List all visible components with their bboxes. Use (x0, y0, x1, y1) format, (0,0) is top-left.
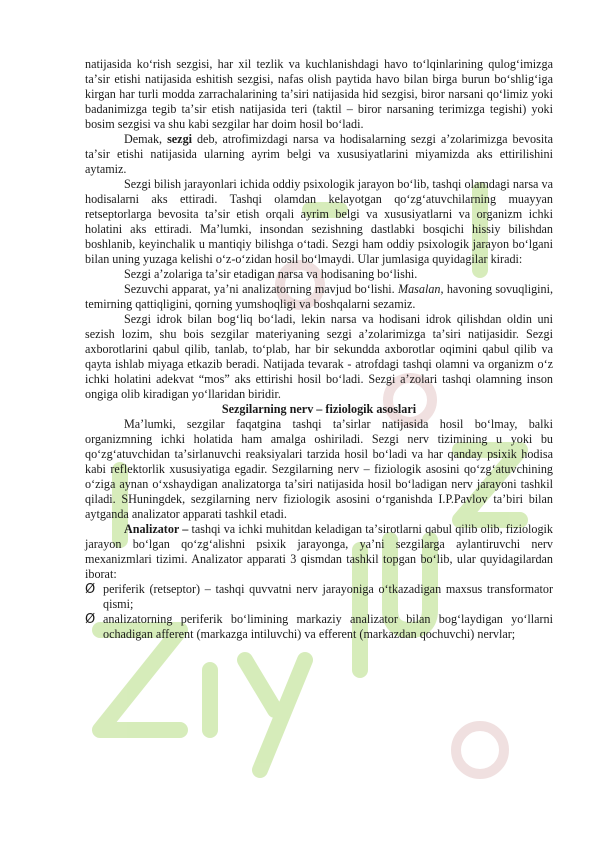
arrow-bullet-icon: Ø (85, 612, 96, 627)
term-sezgi: sezgi (167, 132, 193, 146)
page-body (85, 57, 553, 642)
paragraph-5: Sezuvchi apparat, yaʼni analizatorning mavjud boʻlishi. Masalan, havoning sovuqligini, temirning qattiqligini, qorning yumshoqligi va boshqalarni sezamiz. (85, 282, 553, 311)
list-item: Ø analizatorning periferik boʻlimining markaziy analizator bilan bogʻlaydigan yoʻllarni ochadigan afferent (markazga intiluvchi) va efferent (markazdan qochuvchi) nervlar; (85, 612, 553, 641)
arrow-bullet-icon: Ø (85, 582, 96, 597)
section-heading: Sezgilarning nerv – fiziologik asoslari (221, 402, 417, 416)
term-analizator: Analizator – (124, 522, 189, 536)
paragraph-6: Sezgi idrok bilan bogʻliq boʻladi, lekin narsa va hodisani idrok qilishdan oldin uni sezish lozim, shu bois sezgilar materiyaning sezgi aʼzolarimizga taʼsiri natijasidir. Sezgi axborotlarini qabul qilib, tanlab, toʻplab, har bir sekundda axborotlar oqimini qabul qilib va qayta ishlab miyaga etkazib beradi. Natijada tevarak - atrofdagi tashqi olamni va organizm oʻz ichki holatini adekvat “mos” aks ettirishi hosil boʻladi. Sezgi aʼzolari tashqi olamning inson ongiga olib kiradigan yoʻllaridan biridir. (85, 312, 553, 401)
watermark-text: Ziyouz.com (60, 70, 65, 71)
paragraph-3: Sezgi bilish jarayonlari ichida oddiy psixologik jarayon boʻlib, tashqi olamdagi narsa va hodisalarni aks ettiradi. Tashqi olamdan kelayotgan qoʻzgʻatuvchilarning muayyan retseptorlarga bevosita taʼsir etish orqali ayrim belgi va xususiyatlarni va organizm ichki holatini aks ettiradi. Maʼlumki, insondan sezishning dastlabki bosqichi hissiy bilishdan boshlanib, keyinchalik u mantiqiy bilishga oʻtadi. Sezgi ham oddiy psixologik jarayon boʻlgani bilan uning yuzaga kelishi oʻz-oʻzidan hosil boʻlmaydi. Ular jumlasiga quyidagilar kiradi: (85, 177, 553, 266)
term-masalan: Masalan, (398, 282, 444, 296)
paragraph-1: natijasida koʻrish sezgisi, har xil tezlik va kuchlanishdagi havo toʻlqinlarining qulogʻimizga taʼsir etishi natijasida eshitish sezgisi, nafas olish paytida havo bilan birga burun boʻshligʻiga kirgan har turli modda zarrachalarining taʼsiri natijasida hid sezgisi, biror narsani qoʻlimiz yoki badanimizga tegib taʼsir etish natijasida teri (taktil – biror narsaning terimizga tegishi) yoki bosim sezgisi va shu kabi sezgilar har doim hosil boʻladi. (85, 57, 553, 131)
paragraph-4: Sezgi aʼzolariga taʼsir etadigan narsa va hodisaning boʻlishi. (124, 267, 418, 281)
paragraph-8: Analizator – tashqi va ichki muhitdan keladigan taʼsirotlarni qabul qilib olib, fiziologik jarayon boʻlgan qoʻzgʻalishni psixik jarayonga, yaʼni sezgilarga aylantiruvchi nerv mexanizmlari tizimi. Analizator apparati 3 qismdan tashkil topgan boʻlib, ular quyidagilardan iborat: (85, 522, 553, 581)
paragraph-2: Demak, sezgi deb, atrofimizdagi narsa va hodisalarning sezgi aʼzolarimizga bevosita taʼsir etishi natijasida ularning ayrim belgi va xususiyatlarini miyamizda aks ettirilishini aytamiz. (85, 132, 553, 176)
paragraph-7: Maʼlumki, sezgilar faqatgina tashqi taʼsirlar natijasida hosil boʻlmay, balki organizmning ichki holatida ham amalga oshiriladi. Sezgi nerv tizimining u yoki bu qoʻzgʻatuvchidan taʼsirlanuvchi reaksiyalari tarzida hosil boʻladi va har qanday psixik hodisa kabi reflektorlik xususiyatiga egadir. Sezgilarning nerv – fiziologik asosini qoʻzgʻatuvchining oʻziga aynan oʻxshaydigan analizatorga taʼsiri natijasida hosil boʻladigan nerv jarayoni tashkil qiladi. SHuningdek, sezgilarning nerv fiziologik asosini oʻrganishda I.P.Pavlov taʼbiri bilan aytganda analizator apparati tashkil etadi. (85, 417, 553, 521)
list-item: Ø periferik (retseptor) – tashqi quvvatni nerv jarayoniga oʻtkazadigan maxsus transformator qismi; (85, 582, 553, 611)
